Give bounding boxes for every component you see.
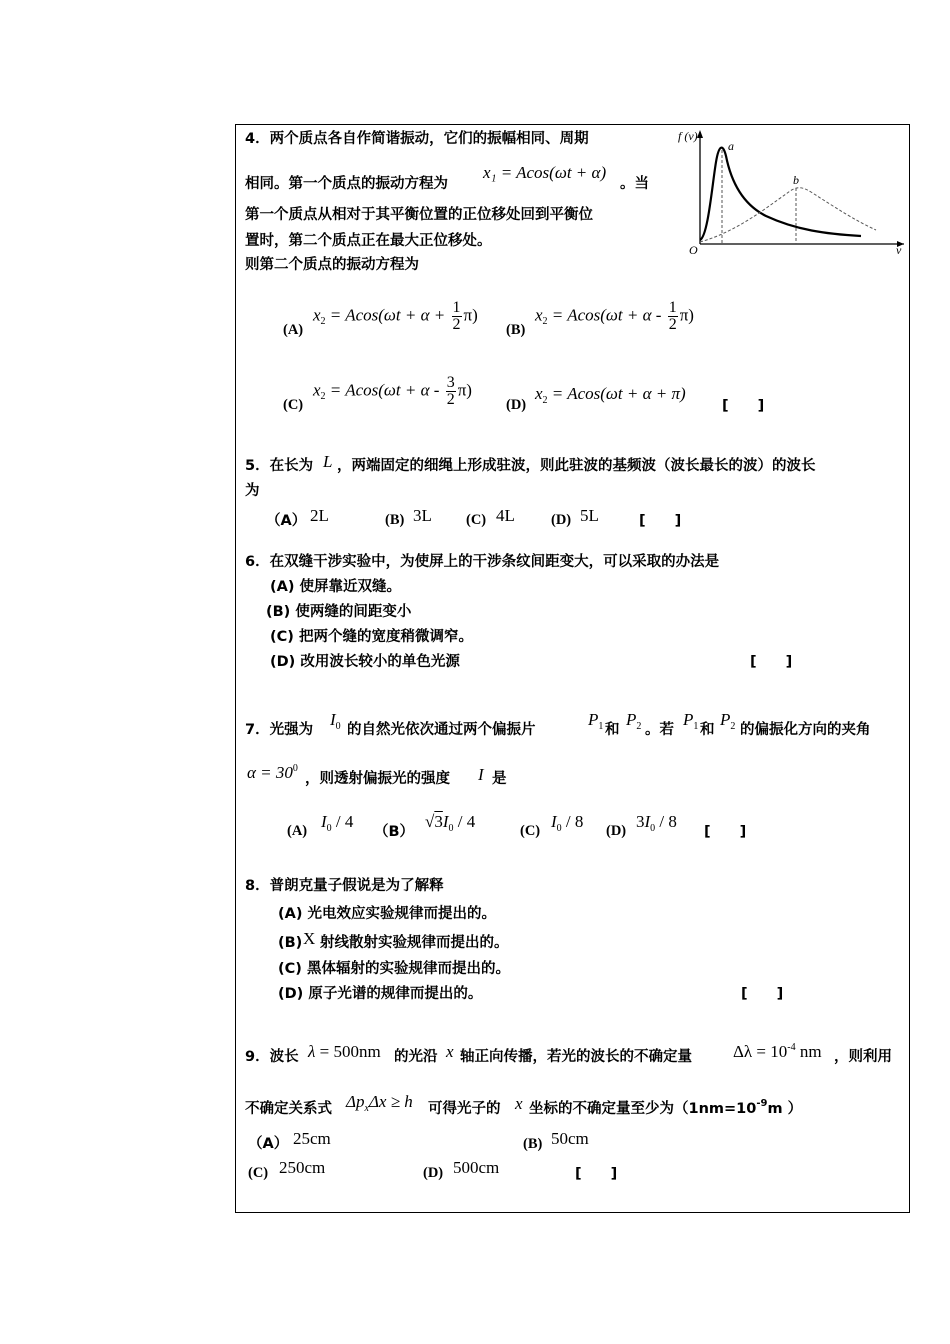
q9-line2-c: 坐标的不确定量至少为（$1nm=10^{-9}m$ ） xyxy=(529,1098,803,1117)
q9-optD[interactable]: 500cm xyxy=(453,1158,500,1177)
q7-P1b: $P_1$ xyxy=(683,710,699,732)
q6-optD[interactable]: (D) 改用波长较小的单色光源 xyxy=(270,654,460,670)
q7-p6: 的偏振化方向的夹角 xyxy=(740,722,871,738)
graph-xlabel: v xyxy=(896,243,902,257)
q9-optB-label[interactable]: (B) xyxy=(523,1136,543,1152)
q5-optD-label[interactable]: (D) xyxy=(551,512,572,528)
q9-uncertainty-eq: $\Delta p_x\Delta x \ge h$ xyxy=(346,1092,413,1114)
q8-optD[interactable]: (D) 原子光谱的规律而提出的。 xyxy=(278,986,483,1002)
q7-p1: 7．光强为 xyxy=(245,722,314,738)
q9-optB[interactable]: 50cm xyxy=(551,1129,589,1148)
q7-p4: 。若 xyxy=(645,722,674,738)
q4-optB-label[interactable]: (B) xyxy=(506,322,526,338)
q4-line1: 4．两个质点各自作简谐振动，它们的振幅相同、周期 xyxy=(245,131,589,147)
q5-optB[interactable]: 3L xyxy=(413,506,432,525)
q7-P2a: $P_2$ xyxy=(626,710,642,732)
q7-optA[interactable]: $I_0 / 4$ xyxy=(321,812,354,834)
q4-optA-label[interactable]: (A) xyxy=(283,322,304,338)
curve-b xyxy=(700,188,876,242)
q4-optC-label[interactable]: (C) xyxy=(283,397,304,413)
q9-p3: 轴正向传播，若光的波长的不确定量 xyxy=(460,1049,692,1065)
q4-optD[interactable]: $x_2 = Acos(\omega t + \alpha + \pi)$ xyxy=(535,384,686,406)
q6-optC[interactable]: (C) 把两个缝的宽度稍微调窄。 xyxy=(270,629,473,645)
q9-optC[interactable]: 250cm xyxy=(279,1158,326,1177)
q5-line1-rest: ，两端固定的细绳上形成驻波，则此驻波的基频波（波长最长的波）的波长 xyxy=(337,458,816,474)
q7-P2b: $P_2$ xyxy=(720,710,736,732)
curve-a-label: a xyxy=(728,139,734,153)
y-axis-arrow xyxy=(697,130,703,138)
q5-L: L xyxy=(323,452,333,471)
curve-b-label: b xyxy=(793,173,799,187)
graph-origin: O xyxy=(689,243,698,257)
q5-optB-label[interactable]: (B) xyxy=(385,512,405,528)
q6-answer-bracket[interactable]: [ ] xyxy=(750,654,793,670)
q7-P1a: $P_1$ xyxy=(588,710,604,732)
q5-line2: 为 xyxy=(245,483,260,499)
q4-line3: 第一个质点从相对于其平衡位置的正位移处回到平衡位 xyxy=(245,207,593,223)
q8-optA[interactable]: (A) 光电效应实验规律而提出的。 xyxy=(278,906,497,922)
q9-x: x xyxy=(446,1042,454,1061)
q5-optC-label[interactable]: (C) xyxy=(466,512,487,528)
q5-optC[interactable]: 4L xyxy=(496,506,515,525)
q5-answer-bracket[interactable]: [ ] xyxy=(639,513,682,529)
q9-optD-label[interactable]: (D) xyxy=(423,1165,444,1181)
speed-distribution-graph xyxy=(678,126,908,258)
q9-optC-label[interactable]: (C) xyxy=(248,1165,269,1181)
q9-optA-label[interactable]: （A） xyxy=(248,1136,289,1152)
q7-answer-bracket[interactable]: [ ] xyxy=(704,824,747,840)
q9-x2: x xyxy=(515,1094,523,1113)
q4-eq1: x₁ = Acos(ωt + α) xyxy=(483,163,607,182)
q7-optB-label[interactable]: （B） xyxy=(374,824,415,840)
q4-line4: 置时，第二个质点正在最大正位移处。 xyxy=(245,233,492,249)
q4-optB[interactable]: $x_2 = Acos(\omega t + \alpha$ - $\frac{1}{2}$ π) xyxy=(535,299,694,333)
q5-optA-label[interactable]: （A） xyxy=(266,513,307,529)
q9-line2-a: 不确定关系式 xyxy=(245,1101,332,1117)
q4-optD-label[interactable]: (D) xyxy=(506,397,527,413)
q8-line1: 8．普朗克量子假说是为了解释 xyxy=(245,878,444,894)
q7-optA-label[interactable]: (A) xyxy=(287,823,308,839)
q7-optC-label[interactable]: (C) xyxy=(520,823,541,839)
q7-alpha-eq: $\alpha = 30^0$ xyxy=(247,763,298,782)
q7-optD[interactable]: $3I_0 / 8$ xyxy=(636,812,677,834)
q7-p3: 和 xyxy=(605,722,620,738)
graph-ylabel: f (v) xyxy=(678,129,698,143)
q9-line2-b: 可得光子的 xyxy=(428,1101,501,1117)
q4-line5: 则第二个质点的振动方程为 xyxy=(245,257,419,273)
q6-optB[interactable]: (B) 使两缝的间距变小 xyxy=(266,604,412,620)
q7-optB[interactable]: $√3I_0 / 4$ xyxy=(425,812,476,834)
q7-optD-label[interactable]: (D) xyxy=(606,823,627,839)
q7-line2-rest: ，则透射偏振光的强度 xyxy=(305,771,450,787)
curve-a xyxy=(700,148,861,240)
q6-line1: 6．在双缝干涉实验中，为使屏上的干涉条纹间距变大，可以采取的办法是 xyxy=(245,554,720,570)
q7-line2-end: 是 xyxy=(492,771,507,787)
q4-line2-end: 。当 xyxy=(620,176,649,192)
q8-optB[interactable]: 射线散射实验规律而提出的。 xyxy=(320,935,509,951)
q9-p1: 9．波长 xyxy=(245,1049,299,1065)
q9-answer-bracket[interactable]: [ ] xyxy=(575,1166,618,1182)
q8-optC[interactable]: (C) 黑体辐射的实验规律而提出的。 xyxy=(278,961,510,977)
q8-optB-x[interactable]: X xyxy=(303,929,316,948)
q4-line2: 相同。第一个质点的振动方程为 xyxy=(245,176,448,192)
q9-dl-eq: $\Delta\lambda = 10^{-4}$ nm xyxy=(733,1042,822,1061)
q7-p5: 和 xyxy=(700,722,715,738)
q7-I0: $I_0$ xyxy=(330,710,341,732)
q5-line1: 5．在长为 xyxy=(245,458,314,474)
q9-p4: ，则利用 xyxy=(834,1049,892,1065)
q5-optA[interactable]: 2L xyxy=(310,506,329,525)
q7-I: I xyxy=(478,765,484,784)
q9-lambda-eq: λ = 500nm xyxy=(308,1042,381,1061)
q7-optC[interactable]: $I_0 / 8$ xyxy=(551,812,584,834)
q4-optC[interactable]: $x_2 = Acos(\omega t + \alpha$ - $\frac{3}{2}$ π) xyxy=(313,374,472,408)
q6-optA[interactable]: (A) 使屏靠近双缝。 xyxy=(270,579,402,595)
q8-optB-label[interactable]: (B) xyxy=(278,935,303,951)
q7-p2: 的自然光依次通过两个偏振片 xyxy=(347,722,536,738)
q8-answer-bracket[interactable]: [ ] xyxy=(741,986,784,1002)
q4-answer-bracket[interactable]: [ ] xyxy=(722,398,765,414)
q4-optA[interactable]: $x_2 = Acos(\omega t + \alpha$ + $\frac{1}{2}$ π) xyxy=(313,299,478,333)
q5-optD[interactable]: 5L xyxy=(580,506,599,525)
q9-p2: 的光沿 xyxy=(394,1049,438,1065)
q9-optA[interactable]: 25cm xyxy=(293,1129,331,1148)
